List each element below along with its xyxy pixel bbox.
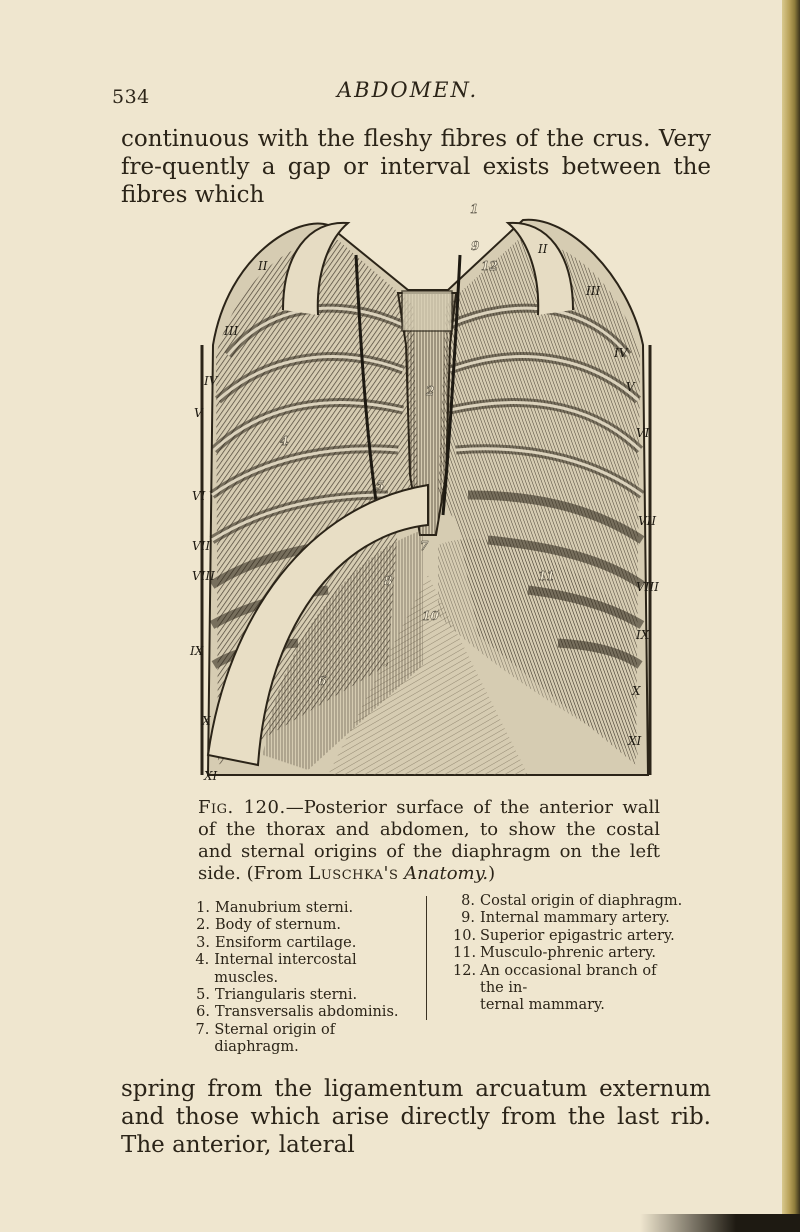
legend-item — [188, 987, 418, 1004]
part-label: 2 — [426, 384, 435, 398]
legend-item — [188, 935, 418, 952]
legend-text: An occasional branch of the in- — [480, 962, 657, 997]
top-paragraph: continuous with the fleshy fibres of the crus. Very fre-quently a gap or interval exists between the fibres which — [121, 126, 711, 208]
legend-text: Body of sternum. — [215, 917, 341, 934]
rib-label: IX — [190, 644, 204, 658]
part-label: 8 — [384, 574, 393, 588]
caption-source-title: Anatomy. — [404, 863, 489, 884]
rib-label: III — [586, 284, 601, 298]
rib-label: V — [194, 406, 203, 420]
legend-item — [453, 963, 683, 998]
legend-number: 6. — [196, 1004, 210, 1021]
rib-label: II — [258, 259, 268, 273]
part-label: 10 — [422, 609, 439, 623]
legend-text: Transversalis abdominis. — [215, 1004, 399, 1021]
legend-item — [188, 1004, 418, 1021]
legend-item — [453, 928, 683, 945]
part-label: 12 — [481, 259, 498, 273]
rib-label: X — [632, 684, 641, 698]
legend-item — [188, 917, 418, 934]
legend-number — [453, 997, 475, 1014]
thorax-engraving — [188, 195, 664, 785]
part-label: 11 — [538, 569, 555, 583]
rib-label: VII — [638, 514, 657, 528]
legend-number: 1. — [196, 900, 210, 916]
legend-number: 3. — [196, 934, 210, 951]
rib-label: VII — [192, 539, 211, 553]
rib-label: IV — [204, 374, 218, 388]
rib-label: XI — [628, 734, 642, 748]
legend-text: Triangularis sterni. — [215, 987, 358, 1004]
rib-label: VIII — [636, 580, 659, 594]
legend-text: Sternal origin of diaphragm. — [214, 1021, 336, 1056]
legend-number: 11. — [453, 945, 477, 962]
legend-text: Internal intercostal muscles. — [214, 952, 357, 986]
rib-label: X — [202, 714, 211, 728]
figure-legend-left — [188, 900, 418, 1057]
running-head — [112, 78, 712, 108]
page-corner-shadow — [640, 1214, 800, 1232]
legend-text: Ensiform cartilage. — [215, 934, 357, 951]
legend-number: 2. — [196, 917, 210, 934]
page-edge — [782, 0, 800, 1232]
rib-label: V — [626, 380, 635, 394]
legend-number: 5. — [196, 987, 210, 1004]
legend-item — [453, 910, 683, 927]
legend-text: Manubrium sterni. — [215, 900, 354, 916]
part-label: 1 — [470, 202, 479, 216]
legend-text: ternal mammary. — [480, 997, 605, 1014]
caption-close: ) — [488, 863, 496, 884]
legend-text: Musculo-phrenic artery. — [480, 945, 656, 962]
bottom-paragraph: spring from the ligamentum arcuatum externum and those which arise directly from the last rib. The anterior, lateral — [121, 1076, 711, 1158]
rib-label: VI — [636, 426, 650, 440]
legend-number: 12. — [453, 962, 477, 979]
legend-item — [188, 952, 418, 987]
part-label: 9 — [471, 239, 480, 253]
legend-item — [188, 900, 418, 917]
legend-number: 9. — [461, 910, 475, 927]
rib-label: IV — [614, 346, 628, 360]
legend-number: 7. — [195, 1021, 210, 1038]
legend-item — [453, 945, 683, 962]
part-label: 6 — [318, 674, 327, 688]
running-title: ABDOMEN. — [337, 78, 479, 102]
caption-text: —Posterior surface of the anterior wall of the thorax and abdomen, to show the costal and sternal origins of the diaphragm on the left side. (From — [198, 797, 660, 884]
figure-legend-right — [453, 893, 683, 1015]
figure-number: Fig. 120. — [198, 797, 286, 818]
manubrium — [402, 291, 452, 331]
legend-text: Superior epigastric artery. — [480, 927, 675, 944]
caption-source-author: Luschka's — [308, 863, 399, 884]
rib-label: XI — [204, 769, 218, 783]
rib-label: II — [538, 242, 548, 256]
legend-divider — [426, 896, 427, 1020]
rib-label: III — [224, 324, 239, 338]
legend-item — [188, 1022, 418, 1057]
page-number: 534 — [112, 86, 150, 108]
legend-number: 4. — [195, 952, 210, 969]
legend-text: Costal origin of diaphragm. — [480, 893, 683, 909]
figure-caption — [198, 797, 660, 885]
part-label: 4 — [280, 434, 289, 448]
part-label: 5 — [376, 479, 385, 493]
legend-number: 8. — [461, 893, 475, 909]
legend-text: Internal mammary artery. — [480, 910, 670, 927]
anatomical-figure — [188, 195, 664, 785]
legend-number: 10. — [453, 927, 477, 944]
rib-label: IX — [636, 628, 650, 642]
part-label: 7 — [420, 539, 429, 553]
rib-label: VIII — [192, 569, 215, 583]
legend-item — [453, 997, 683, 1014]
rib-label: VI — [192, 489, 206, 503]
legend-item — [453, 893, 683, 910]
